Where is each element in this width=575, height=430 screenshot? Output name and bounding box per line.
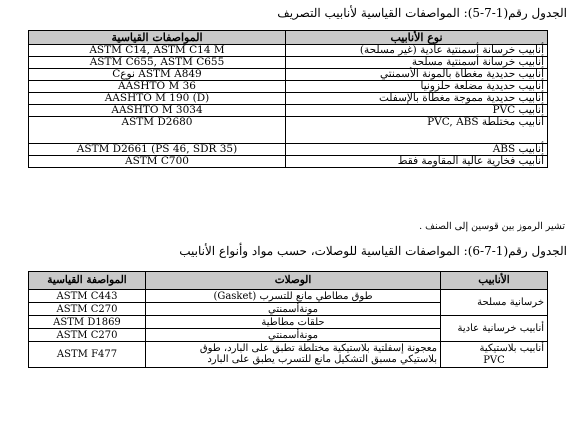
table-row — [29, 45, 548, 57]
standard-cell: AASHTO M 3034 — [29, 105, 286, 117]
standard-cell: AASHTO M 36 — [29, 81, 286, 93]
header-pipe-type: نوع الأنابيب — [286, 31, 548, 45]
pipe-group-cell: أنابيب خرسانية عادية — [441, 316, 548, 342]
header-pipes: الأنابيب — [441, 272, 548, 290]
joints-standards-table — [28, 271, 548, 368]
pipe-group-cell: خرسانية مسلحة — [441, 290, 548, 316]
joint-cell — [146, 342, 441, 368]
standard-cell: AASHTO M 190 (D) — [29, 93, 286, 105]
pipe-type-cell: أنابيب حديدية مموجة مغطاة بالإسفلت — [286, 93, 548, 105]
table-row — [29, 69, 548, 81]
standard-cell: ASTM F477 — [29, 342, 146, 368]
standard-cell: ASTM C270 — [29, 303, 146, 316]
pipe-type-cell: أنابيب حديدية مغطاة بالمونة الأسمنتي — [286, 69, 548, 81]
pipe-type-cell: أنابيب مختلطة PVC, ABS — [286, 117, 548, 144]
standard-cell: ASTM C14, ASTM C14 M — [29, 45, 286, 57]
table1-caption: الجدول رقم(1-7-5): المواصفات القياسية لأنابيب التصريف — [277, 6, 567, 20]
table-row — [29, 156, 548, 168]
pipe-type-cell: أنابيب خرسانة أسمنتية مسلحة — [286, 57, 548, 69]
joint-text-line: معجونة إسفلتية بلاستيكية مختلطة تطبق على البارد، طوق — [199, 343, 437, 354]
table-row — [29, 93, 548, 105]
joint-cell: حلقات مطاطية — [146, 316, 441, 329]
pipe-group-line: PVC — [483, 354, 505, 366]
joint-cell: مونةأسمنتي — [146, 329, 441, 342]
standard-cell: ASTM C655, ASTM C655 — [29, 57, 286, 69]
standard-cell: ASTM D2680 — [29, 117, 286, 144]
table-row — [29, 144, 548, 156]
pipe-type-cell: أنابيب PVC — [286, 105, 548, 117]
pipe-type-cell: أنابيب حديدية مضلعة حلزونيا — [286, 81, 548, 93]
joint-cell: طوق مطاطي مانع للتسرب (Gasket) — [146, 290, 441, 303]
table-row — [29, 81, 548, 93]
table-row — [29, 117, 548, 144]
joint-cell: مونةأسمنتي — [146, 303, 441, 316]
table-row — [29, 342, 548, 368]
table-row — [29, 105, 548, 117]
standard-cell: ASTM D2661 (PS 46, SDR 35) — [29, 144, 286, 156]
pipe-type-cell: أنابيب خرسانة أسمنتية عادية (غير مسلحة) — [286, 45, 548, 57]
table-row — [29, 316, 548, 329]
joint-text-line: بلاستيكي مسبق التشكيل مانع للتسرب يطبق على البارد — [207, 353, 437, 365]
standard-cell: Cنوع ASTM A849 — [29, 69, 286, 81]
table-row — [29, 57, 548, 69]
pipe-group-line: أنابيب بلاستيكية — [479, 342, 544, 354]
header-standards: المواصفات القياسية — [29, 31, 286, 45]
footnote: تشير الرموز بين قوسين إلى الصنف . — [419, 221, 565, 232]
pipe-type-cell: أنابيب ABS — [286, 144, 548, 156]
table-row — [29, 290, 548, 303]
header-joints: الوصلات — [146, 272, 441, 290]
standard-cell: ASTM C270 — [29, 329, 146, 342]
table-header-row — [29, 272, 548, 290]
table-header-row — [29, 31, 548, 45]
header-standard: المواصفة القياسية — [29, 272, 146, 290]
standard-cell: ASTM D1869 — [29, 316, 146, 329]
standard-cell: ASTM C700 — [29, 156, 286, 168]
drainage-pipes-standards-table — [28, 30, 548, 168]
pipe-group-cell — [441, 342, 548, 368]
table2-caption: الجدول رقم(1-7-6): المواصفات القياسية للوصلات، حسب مواد وأنواع الأنابيب — [179, 244, 567, 258]
standard-cell: ASTM C443 — [29, 290, 146, 303]
pipe-type-cell: أنابيب فخارية عالية المقاومة فقط — [286, 156, 548, 168]
